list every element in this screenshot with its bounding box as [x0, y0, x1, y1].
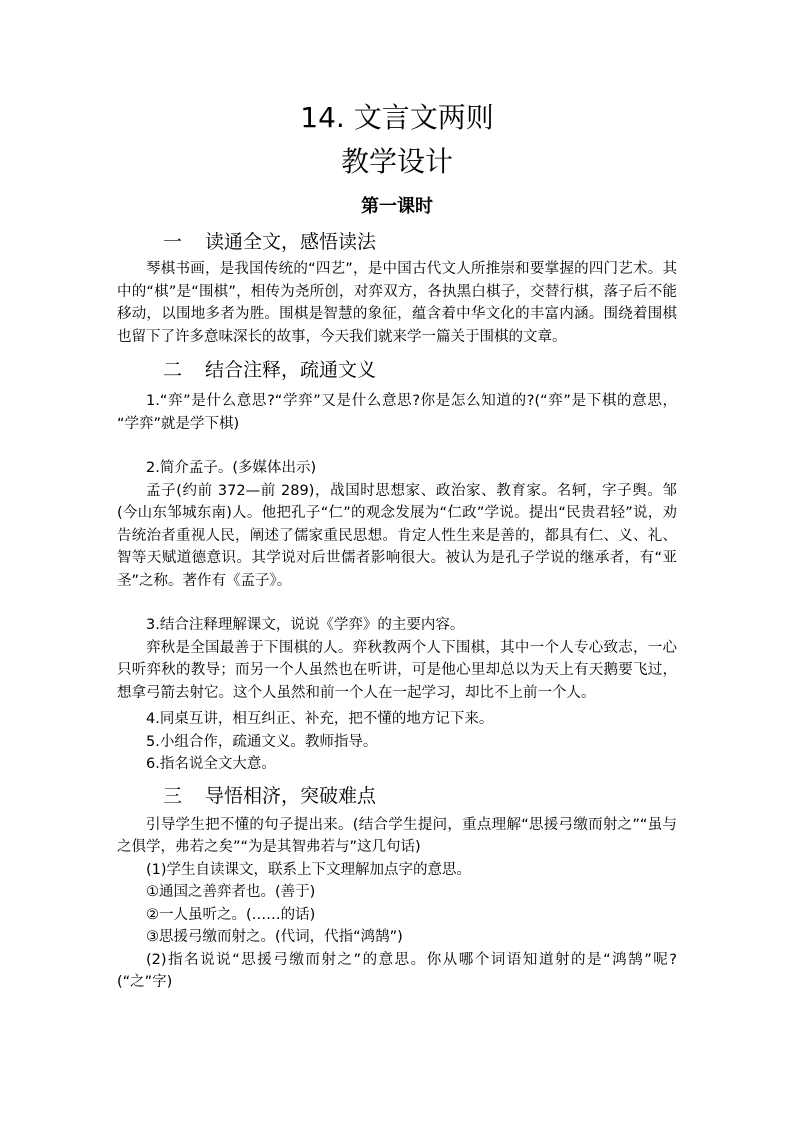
guidance-paragraph: 引导学生把不懂的句子提出来。(结合学生提问，重点理解“思援弓缴而射之”“虽与之俱学，弗若之矣”“为是其智弗若与”这几句话): [117, 816, 677, 855]
step-1-item-c: ③思援弓缴而射之。(代词，代指“鸿鹄”): [146, 929, 403, 945]
section-title: 结合注释，疏通文义: [205, 359, 377, 381]
mencius-paragraph: 孟子(约前 372—前 289)，战国时思想家、政治家、教育家。名轲，字子舆。邹(今山东邹城东南)人。他把孔子“仁”的观念发展为“仁政”学说。提出“民贵君轻”说，劝告统治者重视人民，阐述了儒家重民思想。肯定人性生来是善的，都具有仁、义、礼、智等天赋道德意识。其学说对后世儒者影响很大。被认为是孔子学说的继承者，有“亚圣”之称。著作有《孟子》。: [117, 482, 677, 589]
lesson-heading: 第一课时: [361, 196, 433, 217]
section-heading-1: [117, 226, 677, 258]
step-1-item-b: ②一人虽听之。(……的话): [146, 906, 316, 923]
question-4: 4.同桌互讲，相互纠正、补充，把不懂的地方记下来。: [146, 711, 494, 727]
step-1-item-a: ①通国之善弈者也。(善于): [146, 884, 316, 900]
summary-paragraph: 弈秋是全国最善于下围棋的人。弈秋教两个人下围棋，其中一个人专心致志，一心只听弈秋的教导；而另一个人虽然也在听讲，可是他心里却总以为天上有天鹅要飞过，想拿弓箭去射它。这个人虽然和前一个人在一起学习，却比不上前一个人。: [117, 639, 677, 701]
step-1: (1)学生自读课文，联系上下文理解加点字的意思。: [146, 861, 472, 878]
document-page: [117, 96, 677, 994]
section-heading-2: [117, 354, 677, 386]
spacer: [117, 435, 677, 457]
section-title: 读通全文，感悟读法: [205, 231, 377, 253]
section-heading-3: [117, 780, 677, 812]
section-title: 导悟相济，突破难点: [205, 784, 377, 807]
section-number: 一: [163, 231, 183, 253]
spacer: [117, 592, 677, 614]
document-subtitle: 教学设计: [340, 145, 453, 178]
question-1: 1.“弈”是什么意思?“学弈”又是什么意思?你是怎么知道的?(“弈”是下棋的意思， “学弈”就是学下棋): [117, 393, 677, 432]
section-number: 二: [163, 359, 183, 381]
step-2: (2)指名说说“思援弓缴而射之”的意思。你从哪个词语知道射的是“鸿鹄”呢?(“之”字): [117, 951, 677, 990]
intro-paragraph: 琴棋书画，是我国传统的“四艺”，是中国古代文人所推崇和要掌握的四门艺术。其中的“棋”是“围棋”，相传为尧所创，对弈双方，各执黑白棋子，交替行棋，落子后不能移动，以围地多者为胜。围棋是智慧的象征，蕴含着中华文化的丰富内涵。围绕着围棋也留下了许多意味深长的故事，今天我们就来学一篇关于围棋的文章。: [117, 261, 677, 345]
question-3: 3.结合注释理解课文，说说《学弈》的主要内容。: [146, 617, 465, 633]
section-number: 三: [163, 784, 183, 807]
question-5: 5.小组合作，疏通文义。教师指导。: [146, 733, 378, 750]
document-title: 14. 文言文两则: [300, 101, 494, 134]
question-6: 6.指名说全文大意。: [146, 756, 276, 772]
question-2: 2.简介孟子。(多媒体出示): [146, 460, 317, 476]
